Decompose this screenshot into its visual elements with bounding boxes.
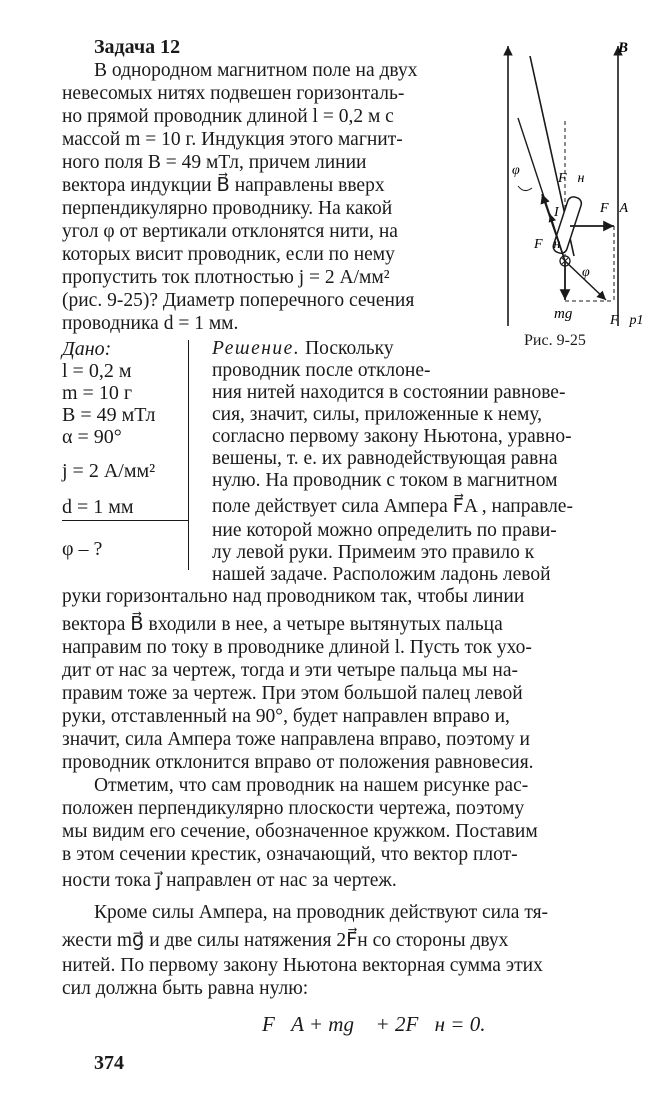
solution-line: сил должна быть равна нулю: [62,978,309,999]
solution-line: значит, сила Ампера тоже направлена вправо, поэтому и [62,729,530,750]
task-line: В однородном магнитном поле на двух [94,60,418,81]
solution-line: в этом сечении крестик, означающий, что вектор плот- [62,844,518,865]
label-I: I [554,205,559,220]
solution-header: Решение. [212,338,301,359]
solution-line: сия, значит, силы, приложенные к нему, [212,404,542,425]
label-mg: mg⃗ [554,306,584,322]
task-line: угол φ от вертикали отклонятся нити, на [62,221,398,242]
solution-line: поле действует сила Ампера F⃗A , направле- [212,496,573,517]
label-Fp1: F⃗p1 [610,313,644,328]
solution-line: ности тока j⃗ направлен от нас за чертеж. [62,870,397,891]
figure-caption: Рис. 9-25 [524,332,586,349]
solution-line: направим по току в проводнике длиной l. Пусть ток ухо- [62,637,532,658]
task-line: которых висит проводник, если по нему [62,244,395,265]
given-item: B = 49 мТл [62,404,156,426]
given-divider-horizontal [62,520,188,521]
solution-line: ния нитей находится в состоянии равнове- [212,382,566,403]
task-line: (рис. 9-25)? Диаметр поперечного сечения [62,290,415,311]
solution-line: положен перпендикулярно плоскости чертежа, поэтому [62,798,525,819]
task-line: вектора индукции B⃗ направлены вверх [62,175,385,196]
task-line: невесомых нитях подвешен горизонталь- [62,83,405,104]
equation: F⃗A + mg⃗ + 2F⃗н = 0. [262,1012,486,1036]
solution-line: проводник отклонится вправо от положения равновесия. [62,752,534,773]
given-divider-vertical [188,340,189,570]
solution-line: правим тоже за чертеж. При этом большой палец левой [62,683,523,704]
solution-line: согласно первому закону Ньютона, уравно- [212,426,572,447]
solution-line: жести mg⃗ и две силы натяжения 2F⃗н со стороны двух [62,930,509,951]
given-header: Дано: [62,338,112,360]
label-FA: F⃗A [600,201,628,216]
solution-line: вешены, т. е. их равнодействующая равна [212,448,558,469]
figure-9-25 [490,36,650,336]
given-item: α = 90° [62,426,122,448]
solution-line: вектора B⃗ входили в нее, а четыре вытянутых пальца [62,614,503,635]
label-B: B⃗ [618,40,640,56]
solution-line: Кроме силы Ампера, на проводник действуют сила тя- [94,902,549,923]
solution-line: руки, отставленный на 90°, будет направлен вправо и, [62,706,510,727]
given-find: φ – ? [62,538,103,560]
given-item: j = 2 А/мм² [62,460,156,482]
solution-line: лу левой руки. Примеим это правило к [212,542,535,563]
solution-line: ние которой можно определить по прави- [212,520,557,541]
task-line: но прямой проводник длиной l = 0,2 м с [62,106,394,127]
label-phi-bottom: φ [582,265,590,280]
task-title: Задача 12 [94,36,181,58]
task-line: пропустить ток плотностью j = 2 А/мм² [62,267,390,288]
solution-line: нашей задаче. Расположим ладонь левой [212,564,551,585]
page-number: 374 [94,1052,124,1074]
phi-arc [518,186,532,191]
solution-line: проводник после отклоне- [212,360,431,381]
label-phi-top: φ [512,163,520,178]
given-item: d = 1 мм [62,496,134,518]
task-line: ного поля B = 49 мТл, причем линии [62,152,367,173]
solution-line: Отметим, что сам проводник на нашем рисунке рас- [94,775,529,796]
task-line: проводника d = 1 мм. [62,313,239,334]
solution-first-line [212,338,394,360]
label-Fn-top: F⃗н [558,171,585,186]
solution-line: дит от нас за чертеж, тогда и эти четыре пальца мы на- [62,660,518,681]
task-line: перпендикулярно проводнику. На какой [62,198,393,219]
given-item: m = 10 г [62,382,133,404]
task-line: массой m = 10 г. Индукция этого магнит- [62,129,403,150]
given-item: l = 0,2 м [62,360,132,382]
solution-line: мы видим его сечение, обозначенное кружком. Поставим [62,821,538,842]
solution-line: нитей. По первому закону Ньютона векторная сумма этих [62,955,543,976]
solution-line: руки горизонтально над проводником так, чтобы линии [62,586,525,607]
label-Fn-left: F⃗н [534,237,561,252]
solution-first-line-rest: Поскольку [305,338,394,359]
solution-line: нулю. На проводник с током в магнитном [212,470,558,491]
